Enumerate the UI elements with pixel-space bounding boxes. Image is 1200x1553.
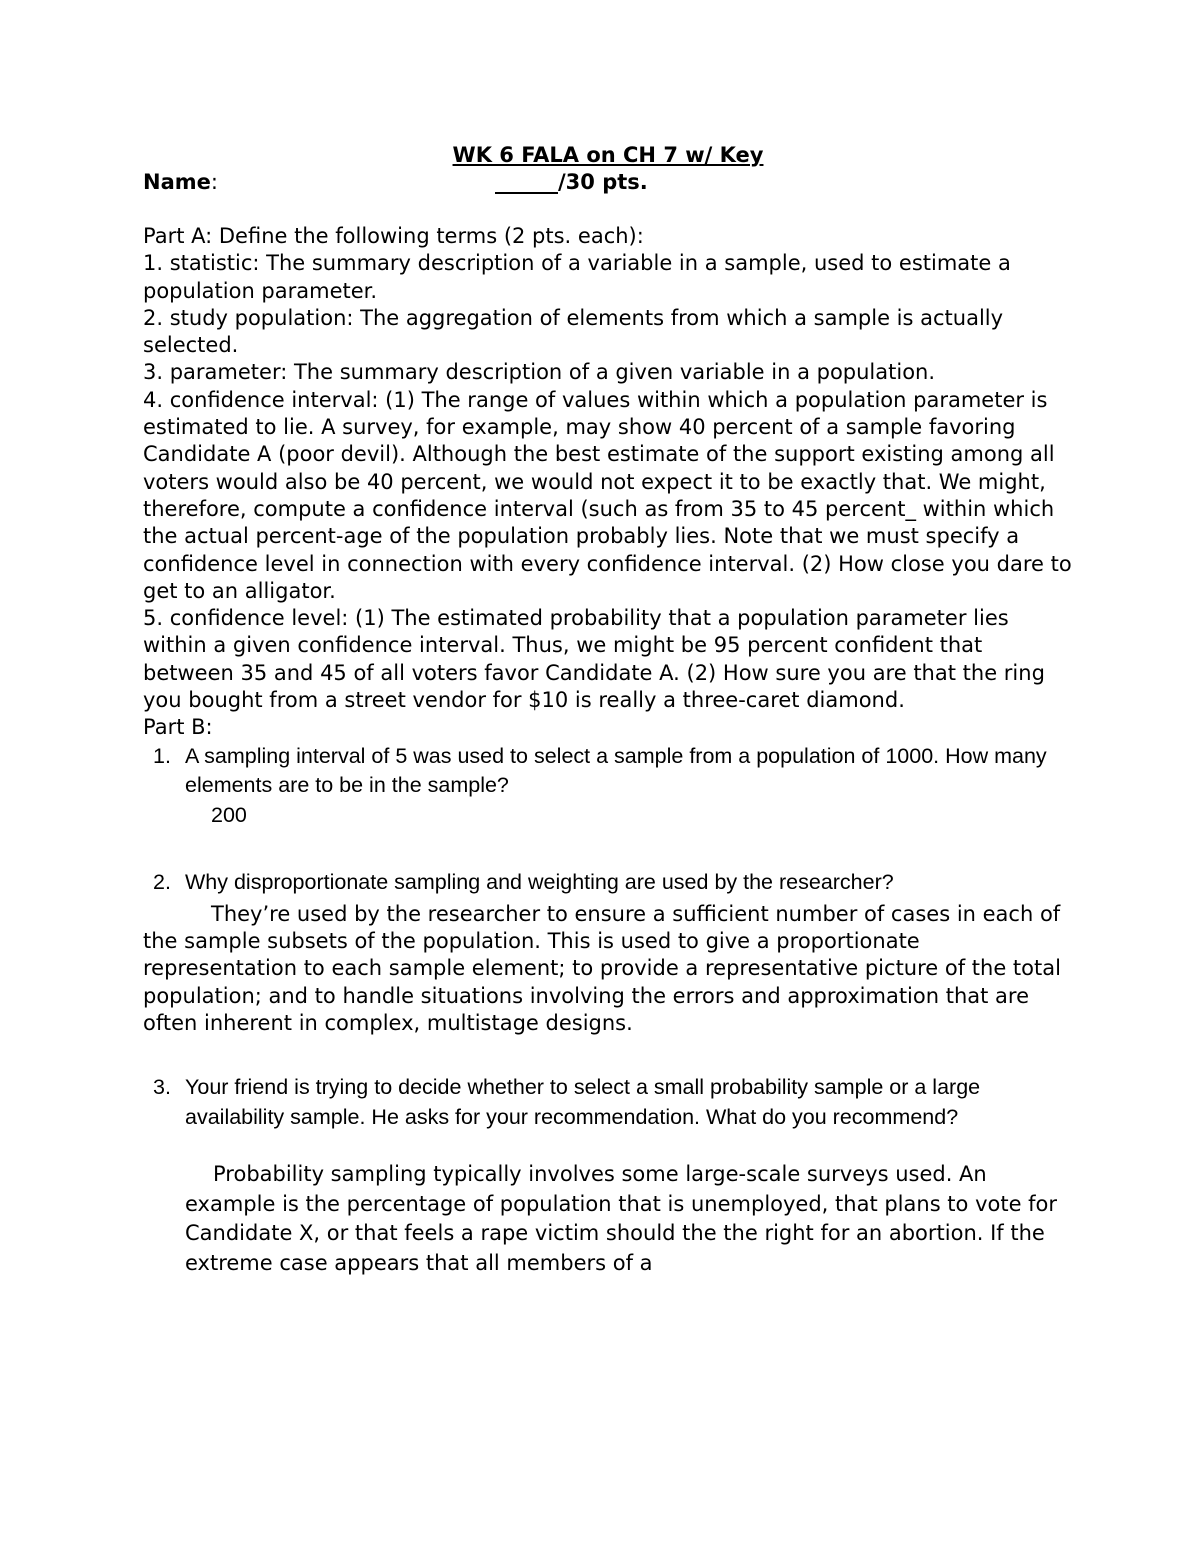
- name-label-colon: :: [210, 170, 218, 194]
- question-2-answer: They’re used by the researcher to ensure a sufficient number of cases in each of the sample subsets of the population. This is used to give a proportionate representation to each sample element; to provide a representative picture of the total population; and to handle situations involving the errors and approximation that are often inherent in complex, multistage designs.: [143, 901, 1061, 1035]
- spacer: [143, 196, 1073, 223]
- score-line: ______/30 pts.: [495, 170, 648, 194]
- question-3-text-row: [143, 1073, 1073, 1132]
- question-1-answer: 200: [211, 802, 247, 827]
- question-1-text-row: [143, 742, 1073, 801]
- document-title: WK 6 FALA on CH 7 w/ Key: [452, 143, 764, 167]
- part-a-heading: Part A: Define the following terms (2 pts. each):: [143, 224, 644, 248]
- document-page: [143, 142, 1073, 1278]
- question-2: [143, 868, 1073, 1037]
- question-3-number: 3.: [153, 1075, 171, 1100]
- part-b-questions: [143, 742, 1073, 1278]
- question-1: [143, 742, 1073, 831]
- name-label-text: Name: [143, 170, 211, 194]
- definition-confidence-interval: 4. confidence interval: (1) The range of values within which a population parameter is estimated to lie. A survey, for example, may show 40 percent of a sample favoring Candidate A (poor devil). Although the best estimate of the support existing among all voters would also be 40 percent, we would not expect it to be exactly that. We might, therefore, compute a confidence interval (such as from 35 to 45 percent_ within which the actual percent-age of the population probably lies. Note that we must specify a confidence level in connection with every confidence interval. (2) How close you dare to get to an alligator.: [143, 387, 1072, 603]
- definition-statistic: 1. statistic: The summary description of a variable in a sample, used to estimate a population parameter.: [143, 251, 1011, 303]
- part-a-section: [143, 223, 1073, 742]
- question-1-number: 1.: [153, 743, 171, 768]
- definition-study-population: 2. study population: The aggregation of elements from which a sample is actually selected.: [143, 305, 1004, 358]
- question-3-answer: Probability sampling typically involves some large-scale surveys used. An example is the percentage of population that is unemployed, that plans to vote for Candidate X, or that feels a rape victim should the the right for an abortion. If the extreme case appears that all members of a: [185, 1162, 1058, 1275]
- name-field-label: [143, 169, 218, 196]
- question-1-text: A sampling interval of 5 was used to select a sample from a population of 1000. How many elements are to be in the sample?: [185, 743, 1047, 798]
- question-3-text: Your friend is trying to decide whether to select a small probability sample or a large availability sample. He asks for your recommendation. What do you recommend?: [185, 1075, 981, 1129]
- name-row: [143, 169, 1073, 196]
- question-3: [143, 1073, 1073, 1278]
- question-2-text-row: [143, 868, 1073, 898]
- definition-confidence-level: 5. confidence level: (1) The estimated probability that a population parameter lies within a given confidence interval. Thus, we might be 95 percent confident that between 35 and 45 of all voters favor Candidate A. (2) How sure you are that the ring you bought from a street vendor for $10 is really a three-caret diamond.: [143, 606, 1045, 713]
- part-b-heading: Part B:: [143, 715, 213, 740]
- question-2-number: 2.: [153, 870, 171, 895]
- question-2-text: Why disproportionate sampling and weighting are used by the researcher?: [185, 870, 894, 895]
- definition-parameter: 3. parameter: The summary description of a given variable in a population.: [143, 360, 936, 385]
